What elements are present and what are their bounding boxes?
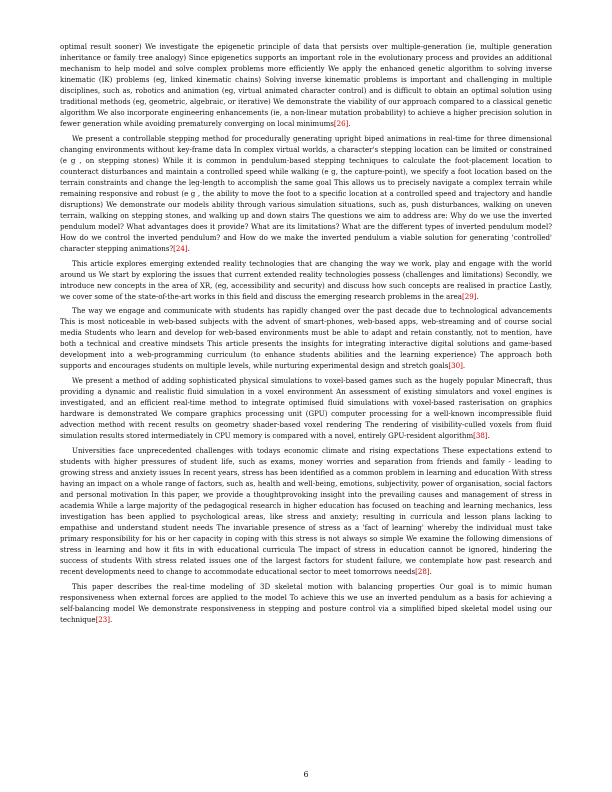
paragraph-period: . [109,614,113,624]
citation-link[interactable]: [29] [461,291,477,301]
citation-link[interactable]: [28] [415,567,430,577]
paragraph-text: The way we engage and communicate with students has rapidly changed over the past decade due to technological advancements This is most noticeable in web-based subjects with the advent of smart-phones, web-based apps, web-streaming and of course social media Students who learn and develop for web-based environments must be able to adapt and retain constantly, not to mention, have both a technical and creative mindsets This article presents the insights for integrating interactive digital solutions and game-based development into a web-programming curriculum (to enhance students abilities and the learning experience) The approach both supports and encourages students on multiple levels, while nurturing experimental design and stretch goals [60,306,552,371]
page-body [60,41,552,628]
page-number: 6 [303,770,309,779]
paragraph-period: . [429,567,432,577]
paragraph-period: . [487,431,490,441]
paragraph-6 [60,445,552,578]
citation-link[interactable]: [23] [95,614,110,624]
paragraph-5 [60,375,552,441]
paragraph-text: This paper describes the real-time modeling of 3D skeletal motion with balancing properties Our goal is to mimic human responsiveness when external forces are applied to the model To achieve this we use an inverted pendulum as a basis for achieving a self-balancing model We demonstrate responsiveness in stepping and posture control via a simplified biped skeletal model using our technique [60,581,552,624]
paragraph-1 [60,41,552,129]
paragraph-period: . [348,119,351,129]
paragraph-text: We present a method of adding sophisticated physical simulations to voxel-based games such as the hugely popular Minecraft, thus providing a dynamic and realistic fluid simulation in a voxel environment An assessment of existing simulators and voxel engines is investigated, and an efficient real-time method to integrate optimised fluid simulations with voxel-based rasterisation on graphics hardware is demonstrated We compare graphics processing unit (GPU) computer processing for a well-known incompressible fluid advection method with recent results on geometry shader-based voxel rendering The rendering of visibility-culled voxels from fluid simulation results stored intermediately in CPU memory is compared with a novel, entirely GPU-resident algorithm [60,375,552,441]
paragraph-3 [60,258,552,302]
paragraph-text: This article explores emerging extended reality technologies that are changing the way we work, play and engage with the world around us We start by exploring the issues that current extended reality technologies possess (challenges and limitations) Secondly, we introduce new concepts in the area of XR, (eg, accessibility and security) and discuss how such concepts are realised in practice Lastly, we cover some of the state-of-the-art works in this field and discuss the emerging research problems in the area [60,258,552,301]
citation-link[interactable]: [38] [473,431,488,441]
paragraph-4 [60,305,552,371]
paragraph-text: Universities face unprecedented challenges with todays economic climate and rising expectations These expectations extend to students with higher pressures of student life, such as exams, money worries and separation from friends and family - leading to growing stress and anxiety issues In recent years, stress has been identified as a common problem in learning and education With stress having an impact on a whole range of factors, such as, health and well-being, emotions, subjectivity, power of organisation, social factors and personal motivation In this paper, we provide a thoughtprovoking insight into the prevailing causes and management of stress in academia While a large majority of the pedagogical research in higher education has focused on teaching and learning mechanics, less investigation has been applied to psychological areas, like stress and anxiety; resulting in curricula and lesson plans lacking to empathise and understand student needs The invariable presence of stress as a 'fact of learning' whereby the individual must take primary responsibility for his or her capacity in coping with this stress is not always so simple We examine the following dimensions of stress in learning and how it fits in with educational curricula The impact of stress in education cannot be ignored, hindering the success of students With stress related issues one of the largest factors for student failure, we contemplate how past research and recent developments need to change to accommodate educational sector to meet tomorrows needs [60,445,552,577]
paragraph-7 [60,581,552,625]
paragraph-period: . [462,361,466,371]
citation-link[interactable]: [26] [333,119,349,129]
paragraph-text: We present a controllable stepping method for procedurally generating upright biped animations in real-time for three dimensional changing environments without key-frame data In complex virtual worlds, a character's stepping location can be limited or constrained (e g , on stepping stones) While it is common in pendulum-based stepping techniques to calculate the foot-placement location to counteract disturbances and maintain a controlled speed while walking (e g, the capture-point), we specify a foot location based on the terrain constraints and change the leg-length to accomplish the same goal This allows us to precisely navigate a complex terrain while remaining responsive and robust (e g , the ability to move the foot to a specific location at a controlled speed and trajectory and handle disruptions) We demonstrate our models ability through various simulation situations, such as, push disturbances, walking on uneven terrain, walking on stepping stones, and walking up and down stairs The questions we aim to address are: Why do we use the inverted pendulum model? What advantages does it provide? What are its limitations? What are the different types of inverted pendulum model? How do we control the inverted pendulum? and How do we make the inverted pendulum a viable solution for generating 'controlled' character stepping animations? [60,133,552,254]
paragraph-period: . [476,291,479,301]
paragraph-text: optimal result sooner) We investigate the epigenetic principle of data that persists over multiple-generation (ie, multiple generation inheritance or family tree analogy) Since epigenetics supports an important role in the evolutionary process and provides an additional mechanism to help model and solve complex problems more efficiently We apply the enhanced genetic algorithm to solving inverse kinematic (IK) problems (eg, linked kinematic chains) Solving inverse kinematic problems is important and challenging in multiple disciplines, such as, robotics and animation (eg, virtual animated character control) and is difficult to obtain an optimal solution using traditional methods (eg, geometric, algebraic, or iterative) We demonstrate the viability of our approach compared to a classical genetic algorithm We also incorporate engineering enhancements (ie, a non-linear mutation probability) to achieve a higher precision solution in fewer generation while avoiding prematurely converging on local minimums [60,42,552,129]
paragraph-period: . [187,244,190,254]
citation-link[interactable]: [30] [448,361,463,371]
paragraph-2 [60,133,552,255]
citation-link[interactable]: [24] [173,244,188,254]
